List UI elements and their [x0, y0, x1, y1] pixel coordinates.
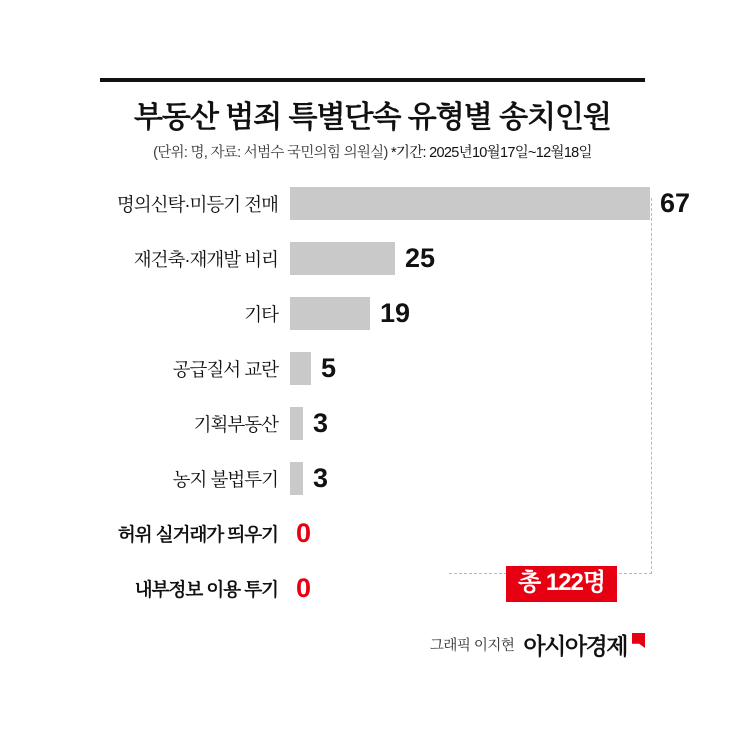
bar-label: 재건축·재개발 비리: [133, 248, 278, 270]
bar-track: [290, 286, 745, 341]
bar-label: 기타: [244, 303, 278, 325]
bar-label: 농지 불법투기: [172, 468, 278, 490]
bar-value: 0: [296, 573, 312, 603]
bar-track: [290, 176, 745, 231]
bar-value: 3: [313, 408, 329, 438]
bar-fill: [290, 297, 370, 330]
bar-fill: [290, 187, 650, 220]
bar-fill: [290, 352, 311, 385]
bar-value: 25: [405, 243, 436, 273]
bar-track: [290, 396, 745, 451]
bar-label: 내부정보 이용 투기: [134, 578, 278, 600]
bar-track: [290, 506, 745, 561]
bar-value: 0: [296, 518, 312, 548]
bar-label: 명의신탁·미등기 전매: [116, 193, 278, 215]
bar-label: 허위 실거래가 띄우기: [117, 523, 278, 545]
bar-fill: [290, 462, 303, 495]
bar-label: 공급질서 교란: [172, 358, 278, 380]
bar-chart: [0, 176, 745, 606]
page-title: 부동산 범죄 특별단속 유형별 송치인원: [133, 101, 612, 134]
unit-source-text: (단위: 명, 자료: 서범수 국민의힘 의원실): [153, 145, 388, 161]
period-text: *기간: 2025년10월17일~12월18일: [390, 145, 592, 161]
table-row: [0, 451, 745, 506]
credit-graphic-designer: 그래픽 이지현: [429, 638, 515, 654]
table-row: [0, 341, 745, 396]
table-row: [0, 231, 745, 286]
bar-fill: [290, 407, 303, 440]
table-row: [0, 396, 745, 451]
bar-track: [290, 231, 745, 286]
subtitle: [0, 141, 745, 162]
bar-value: 19: [380, 298, 411, 328]
bar-fill: [290, 242, 395, 275]
brand-name: 아시아경제: [523, 633, 627, 659]
table-row: [0, 506, 745, 561]
brand-logo-icon: [632, 633, 645, 648]
bar-track: [290, 451, 745, 506]
bar-value: 67: [660, 188, 691, 218]
bar-label: 기획부동산: [193, 413, 278, 435]
table-row: [0, 561, 745, 616]
bar-value: 3: [313, 463, 329, 493]
table-row: [0, 286, 745, 341]
bar-value: 5: [321, 353, 337, 383]
credit-line: [430, 628, 645, 661]
total-badge: 총 122명: [506, 566, 617, 602]
title-top-rule: [100, 78, 645, 82]
table-row: [0, 176, 745, 231]
bar-track: [290, 341, 745, 396]
